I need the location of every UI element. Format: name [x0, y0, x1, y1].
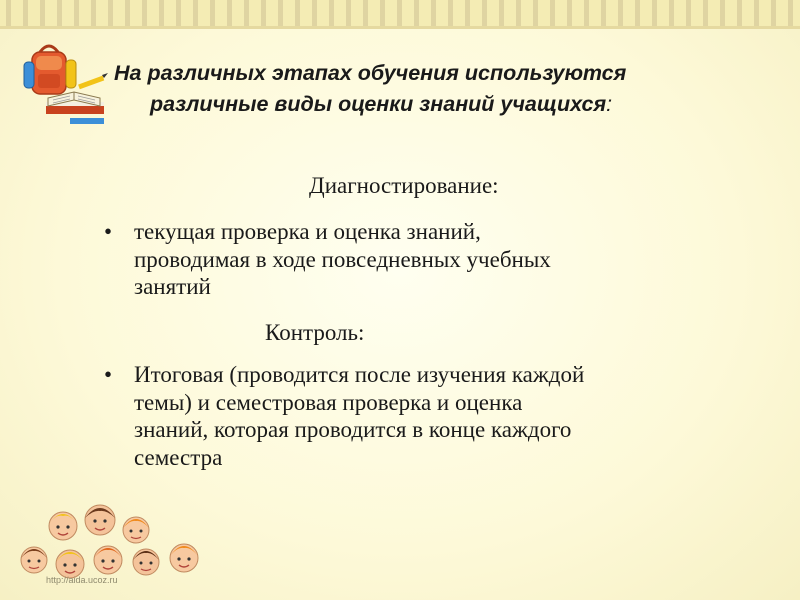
child-face-icon — [170, 544, 198, 572]
bullet-control — [104, 361, 764, 481]
bullet-line: Итоговая (проводится после изучения каждой — [134, 362, 585, 387]
child-face-icon — [21, 547, 47, 573]
bullet-line: проводимая в ходе повседневных учебных — [134, 246, 551, 272]
notebook-stripes — [0, 0, 800, 26]
bullet-line: занятий — [134, 274, 211, 299]
child-face-icon — [123, 517, 149, 543]
backpack-books-icon — [18, 40, 110, 128]
bullet-dot: • — [104, 362, 113, 387]
title-line-1: На различных этапах обучения используются — [114, 61, 627, 85]
bullet-diagnostics — [104, 218, 764, 308]
bullet-text — [134, 361, 764, 471]
section-heading-diagnostics: Диагностирование: — [309, 173, 499, 198]
bullet-line: знаний, которая проводится в конце каждого — [134, 417, 572, 442]
bullet-line: темы) и семестровая проверка и оценка — [134, 389, 523, 415]
footer-url: http://aida.ucoz.ru — [46, 575, 118, 585]
title-colon: : — [606, 92, 613, 116]
child-face-icon — [56, 550, 84, 578]
bullet-line: семестра — [134, 444, 223, 470]
bullet-dot: • — [104, 219, 113, 244]
child-face-icon — [133, 549, 159, 575]
top-border-line — [0, 26, 800, 29]
child-face-icon — [85, 505, 115, 535]
child-face-icon — [94, 546, 122, 574]
child-face-icon — [49, 512, 77, 540]
title-line-2-wrapper — [114, 89, 774, 120]
bullet-line: текущая проверка и оценка знаний, — [134, 219, 481, 244]
bullet-text — [134, 218, 764, 301]
section-heading-control: Контроль: — [265, 320, 365, 345]
title-line-2: различные виды оценки знаний учащихся — [150, 92, 607, 116]
slide-title — [114, 58, 774, 120]
